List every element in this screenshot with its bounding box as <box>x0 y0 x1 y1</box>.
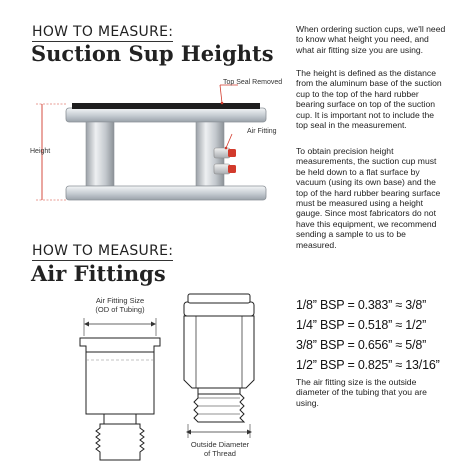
suction-paragraph-3: To obtain precision height measurements, the suction cup must be held down to a flat surface by vacuum (using its own base) and the top of the hard rubber bearing surface must be measured using a height gauge. Since most fabricators do not have this equipment, we recommend sending a sample to us to be measured. <box>296 146 441 250</box>
label-air-fitting-size <box>80 296 160 314</box>
conversion-row-4: 1/2” BSP = 0.825” ≈ 13/16” <box>296 358 440 372</box>
label-air-fitting: Air Fitting <box>247 128 277 135</box>
label-size-line2: (OD of Tubing) <box>95 305 145 314</box>
suction-paragraph-2: The height is defined as the distance from the aluminum base of the suction cup to the top of the hard rubber bearing surface on top of the suction cup. It is important not to include the top seal in the measurement. <box>296 68 442 131</box>
label-size-line1: Air Fitting Size <box>95 296 145 305</box>
conversion-row-3: 3/8” BSP = 0.656” ≈ 5/8” <box>296 338 427 352</box>
section-title-suction: Suction Sup Heights <box>31 41 274 66</box>
tubing-diagram <box>70 300 170 470</box>
label-thread-diameter <box>176 440 264 458</box>
suction-cup-illustration <box>0 70 290 210</box>
suction-paragraph-1: When ordering suction cups, we'll need to know what height you need, and what air fitting size you are using. <box>296 24 446 55</box>
section-kicker-fittings: HOW TO MEASURE: <box>32 243 174 259</box>
label-thread-line2: of Thread <box>204 449 236 458</box>
push-fitting-diagram <box>174 292 264 442</box>
section-title-fittings: Air Fittings <box>31 261 166 286</box>
label-height: Height <box>30 148 51 155</box>
fittings-note: The air fitting size is the outside diameter of the tubing that you are using. <box>296 377 427 408</box>
conversion-row-1: 1/8” BSP = 0.383” ≈ 3/8” <box>296 298 427 312</box>
section-kicker-suction: HOW TO MEASURE: <box>32 24 174 40</box>
conversion-row-2: 1/4” BSP = 0.518” ≈ 1/2” <box>296 318 427 332</box>
label-thread-line1: Outside Diameter <box>190 440 250 449</box>
label-top-seal: Top Seal Removed <box>223 79 283 86</box>
